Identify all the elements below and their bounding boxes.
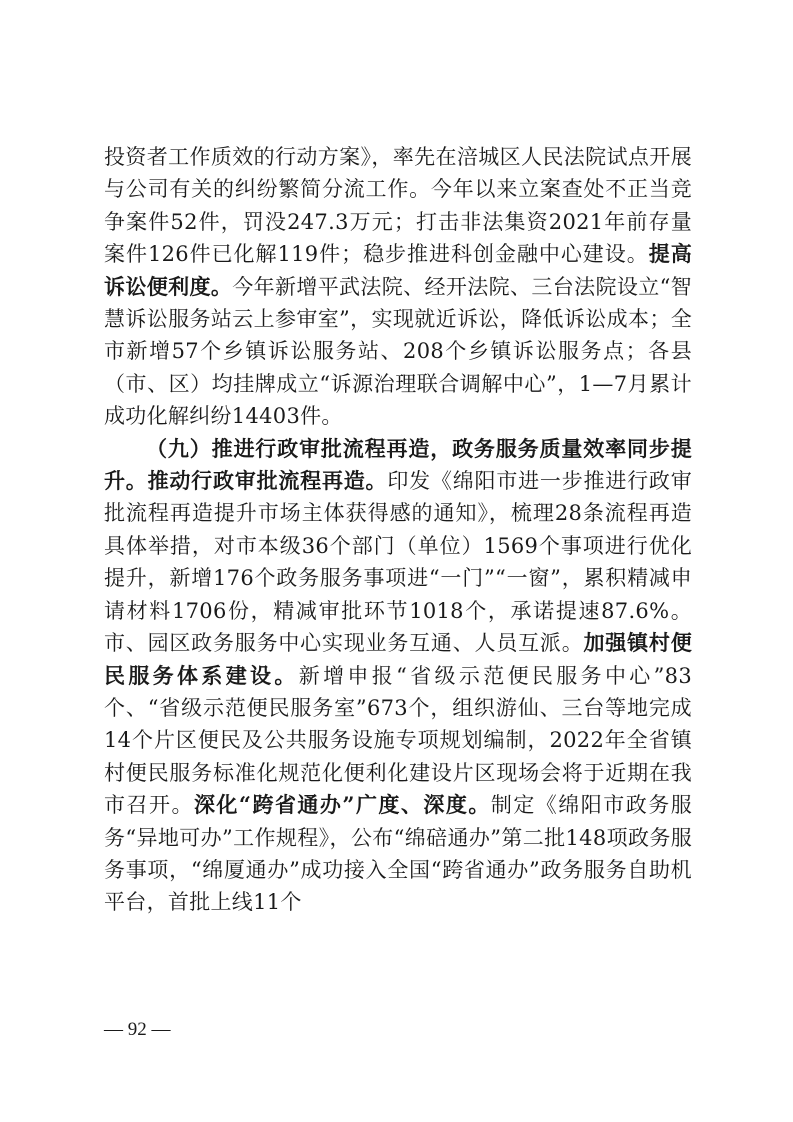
text-run: 今年新增平武法院、经开法院、三台法院设立“智慧诉讼服务站云上参审室”，实现就近诉讼，降低诉讼成本；全市新增57个乡镇诉讼服务站、208个乡镇诉讼服务点；各县（市、区）均挂牌成立“诉源治理联合调解中心”，1—7月累计成功化解纠纷14403件。	[104, 274, 692, 429]
paragraph-1	[104, 141, 692, 433]
page-number: — 92 —	[104, 1019, 171, 1040]
text-run: 投资者工作质效的行动方案》，率先在涪城区人民法院试点开展与公司有关的纠纷繁简分流工作。今年以来立案查处不正当竞争案件52件，罚没247.3万元；打击非法集资2021年前存量案件126件已化解119件；稳步推进科创金融中心建设。	[104, 145, 692, 267]
section-heading-run: （九）推进行政审批流程再造，政务服务质量效率同步提升。推动行政审批流程再造。	[104, 435, 692, 494]
text-run: 制定《绵阳市政务服务“异地可办”工作规程》，公布“绵碚通办”第二批148项政务服务事项，“绵厦通办”成功接入全国“跨省通办”政务服务自助机平台，首批上线11个	[104, 793, 692, 915]
text-run: 印发《绵阳市进一步推进行政审批流程再造提升市场主体获得感的通知》，梳理28条流程再造具体举措，对市本级36个部门（单位）1569个事项进行优化提升，新增176个政务服务事项进“一门”“一窗”，累积精减申请材料1706份，精减审批环节1018个，承诺提速87.6%。市、园区政务服务中心实现业务互通、人员互派。	[104, 469, 693, 656]
paragraph-2	[104, 433, 692, 919]
bold-heading-run: 提高诉讼便利度。	[104, 241, 692, 299]
text-run: 新增申报“省级示范便民服务中心”83个、“省级示范便民服务室”673个，组织游仙、三台等地完成14个片区便民及公共服务设施专项规划编制，2022年全省镇村便民服务标准化规范化便利化建设片区现场会将于近期在我市召开。	[104, 663, 692, 818]
page-body	[104, 141, 692, 919]
bold-heading-run: 加强镇村便民服务体系建设。	[104, 630, 692, 688]
bold-heading-run: 深化“跨省通办”广度、深度。	[193, 792, 491, 818]
